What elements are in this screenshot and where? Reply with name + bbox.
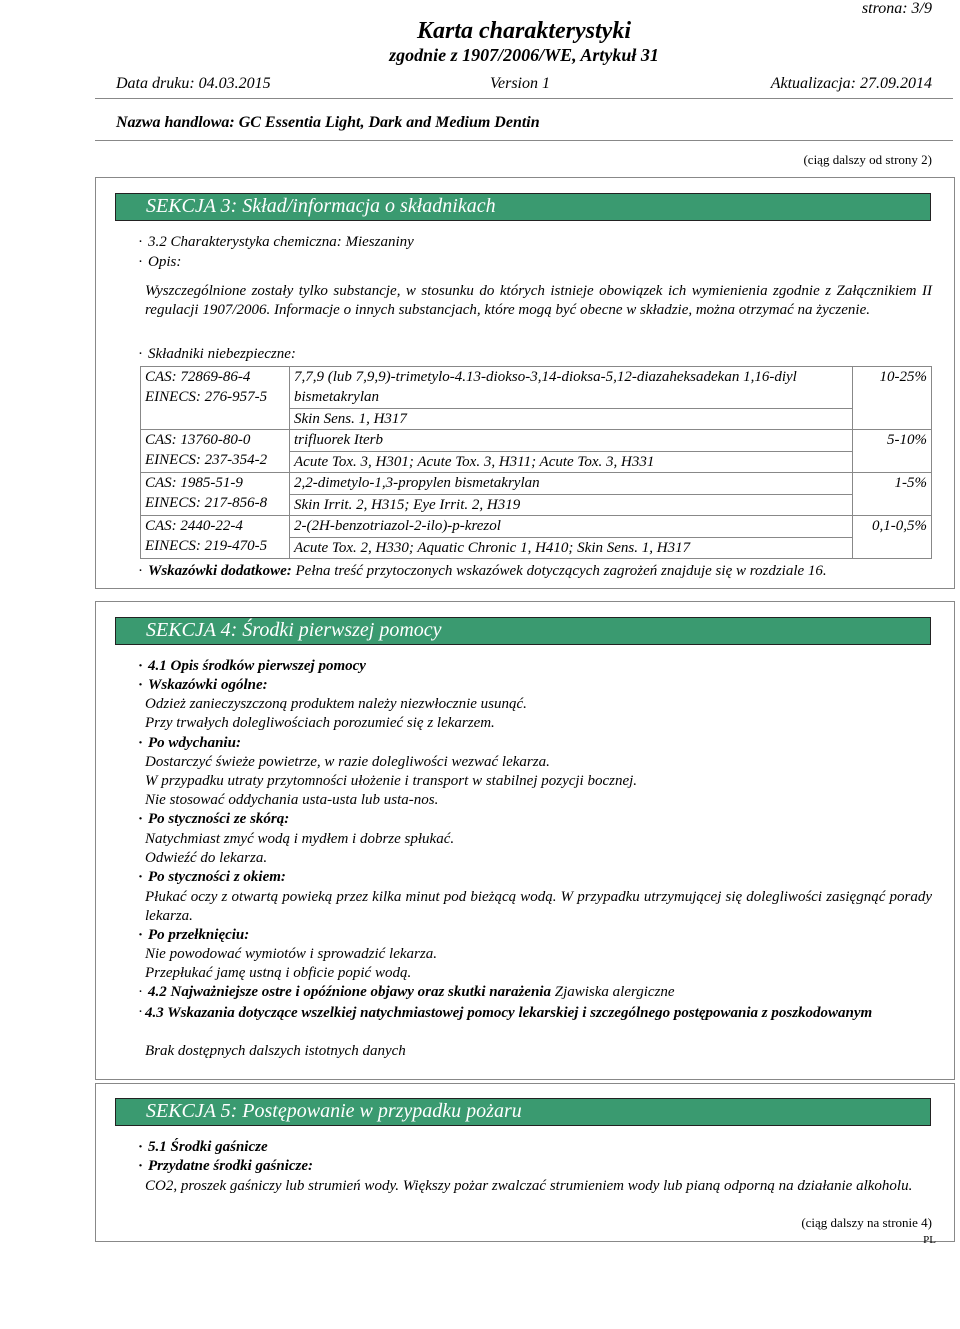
skin-label: Po styczności ze skórą:	[148, 811, 290, 827]
version-label: Version 1	[490, 75, 550, 92]
skin-text-2: Odwieźć do lekarza.	[145, 850, 268, 866]
ingredient-concentration: 1-5%	[853, 473, 932, 516]
cas-number: CAS: 13760-80-0	[145, 432, 251, 448]
section-5-title: SEKCJA 5: Postępowanie w przypadku pożaru	[146, 1100, 522, 1122]
ingredients-table	[140, 366, 932, 559]
s42-line: · 4.2 Najważniejsze ostre i opóźnione objawy oraz skutki narażenia Zjawiska alergiczne	[138, 984, 675, 1000]
table-row	[141, 430, 932, 473]
inhalation-text-2: W przypadku utraty przytomności ułożenie i transport w stabilnej pozycji bocznej.	[145, 773, 638, 789]
header-divider	[95, 98, 953, 99]
general-label: Wskazówki ogólne:	[148, 677, 268, 693]
ingredient-name: 7,7,9 (lub 7,9,9)-trimetylo-4.13-diokso-3,14-dioksa-5,12-diazaheksadekan 1,16-diyl bismetakrylan	[294, 369, 797, 405]
continued-from: (ciąg dalszy od strony 2)	[803, 152, 932, 167]
einecs-number: EINECS: 219-470-5	[145, 538, 268, 554]
description-label-line: · Opis:	[138, 254, 182, 270]
eye-label: Po styczności z okiem:	[148, 869, 286, 885]
general-text-1: Odzież zanieczyszczoną produktem należy niezwłocznie usunąć.	[145, 696, 527, 712]
s43-text: Brak dostępnych dalszych istotnych danych	[145, 1043, 406, 1059]
suitable-label: Przydatne środki gaśnicze:	[148, 1158, 314, 1174]
eye-label-line: · Po styczności z okiem:	[138, 869, 286, 885]
trade-name: Nazwa handlowa: GC Essentia Light, Dark and Medium Dentin	[116, 114, 540, 131]
trade-name-divider	[95, 140, 953, 141]
einecs-number: EINECS: 217-856-8	[145, 495, 268, 511]
additional-info-label: Wskazówki dodatkowe:	[148, 563, 292, 579]
ingredient-classification: Skin Irrit. 2, H315; Eye Irrit. 2, H319	[290, 494, 852, 515]
ingredient-concentration: 5-10%	[853, 430, 932, 473]
inhalation-text-1: Dostarczyć świeże powietrze, w razie dolegliwości wezwać lekarza.	[145, 754, 550, 770]
s51-line: · 5.1 Środki gaśnicze	[138, 1139, 268, 1155]
section-3-header	[115, 193, 931, 221]
document-subtitle: zgodnie z 1907/2006/WE, Artykuł 31	[389, 45, 659, 65]
swallow-text-2: Przepłukać jamę ustną i obficie popić wodą.	[145, 965, 412, 981]
cas-number: CAS: 2440-22-4	[145, 518, 243, 534]
section-3-title: SEKCJA 3: Skład/informacja o składnikach	[146, 195, 496, 217]
update-date: Aktualizacja: 27.09.2014	[770, 75, 932, 92]
description-label: Opis:	[148, 254, 182, 270]
suitable-label-line: · Przydatne środki gaśnicze:	[138, 1158, 314, 1174]
general-text-2: Przy trwałych dolegliwościach porozumieć się z lekarzem.	[145, 715, 495, 731]
section-4-header	[115, 617, 931, 645]
s32-heading: 3.2 Charakterystyka chemiczna: Mieszaniny	[148, 234, 414, 250]
hazardous-label-line: · Składniki niebezpieczne:	[138, 346, 296, 362]
swallow-label-line: · Po przełknięciu:	[138, 927, 250, 943]
suitable-text: CO2, proszek gaśniczy lub strumień wody. Większy pożar zwalczać strumieniem wody lub pianą odporną na działanie alkoholu.	[145, 1178, 913, 1194]
table-row	[141, 367, 932, 430]
document-title: Karta charakterystyki	[417, 18, 631, 44]
ingredient-classification: Skin Sens. 1, H317	[290, 408, 852, 429]
ingredient-name: 2-(2H-benzotriazol-2-ilo)-p-krezol	[294, 518, 501, 534]
ingredient-name: trifluorek Iterb	[294, 432, 384, 448]
continued-to: (ciąg dalszy na stronie 4)	[801, 1215, 932, 1230]
s43-label: 4.3 Wskazania dotyczące wszelkiej natychmiastowej pomocy lekarskiej i szczególnego postępowania z poszkodowanym	[145, 1005, 873, 1021]
s32-heading-line: · 3.2 Charakterystyka chemiczna: Mieszaniny	[138, 234, 414, 250]
inhalation-label-line: · Po wdychaniu:	[138, 735, 241, 751]
inhalation-text-3: Nie stosować oddychania usta-usta lub usta-nos.	[145, 792, 439, 808]
s41-heading: 4.1 Opis środków pierwszej pomocy	[148, 658, 366, 674]
einecs-number: EINECS: 276-957-5	[145, 389, 268, 405]
cas-number: CAS: 1985-51-9	[145, 475, 243, 491]
additional-info-line: · Wskazówki dodatkowe: Pełna treść przytoczonych wskazówek dotyczących zagrożeń znajduje się w rozdziale 16.	[138, 563, 827, 579]
swallow-text-1: Nie powodować wymiotów i sprowadzić lekarza.	[145, 946, 437, 962]
eye-text: Płukać oczy z otwartą powieką przez kilka minut pod bieżącą wodą. W przypadku utrzymującej się dolegliwości zasięgnąć porady lekarza.	[145, 889, 932, 925]
section-4-title: SEKCJA 4: Środki pierwszej pomocy	[146, 619, 442, 641]
cas-number: CAS: 72869-86-4	[145, 369, 251, 385]
swallow-label: Po przełknięciu:	[148, 927, 250, 943]
skin-text-1: Natychmiast zmyć wodą i mydłem i dobrze spłukać.	[145, 831, 455, 847]
hazardous-label: Składniki niebezpieczne:	[148, 346, 296, 362]
language-code: PL	[923, 1234, 936, 1246]
s43-dot: ·	[138, 1004, 143, 1020]
section-5-header	[115, 1098, 931, 1126]
s42-text: Zjawiska alergiczne	[554, 984, 675, 1000]
additional-info-text: Pełna treść przytoczonych wskazówek dotyczących zagrożeń znajduje się w rozdziale 16.	[295, 563, 827, 579]
skin-label-line: · Po styczności ze skórą:	[138, 811, 290, 827]
s41-line: · 4.1 Opis środków pierwszej pomocy	[138, 658, 366, 674]
page-number: strona: 3/9	[861, 0, 932, 17]
ingredient-name: 2,2-dimetylo-1,3-propylen bismetakrylan	[294, 475, 540, 491]
einecs-number: EINECS: 237-354-2	[145, 452, 268, 468]
general-label-line: · Wskazówki ogólne:	[138, 677, 268, 693]
ingredient-classification: Acute Tox. 2, H330; Aquatic Chronic 1, H410; Skin Sens. 1, H317	[290, 537, 852, 558]
ingredient-classification: Acute Tox. 3, H301; Acute Tox. 3, H311; Acute Tox. 3, H331	[290, 451, 852, 472]
s51-heading: 5.1 Środki gaśnicze	[148, 1139, 268, 1155]
inhalation-label: Po wdychaniu:	[148, 735, 241, 751]
table-row	[141, 516, 932, 559]
print-date: Data druku: 04.03.2015	[116, 75, 271, 92]
table-row	[141, 473, 932, 516]
ingredient-concentration: 0,1-0,5%	[853, 516, 932, 559]
s42-label: 4.2 Najważniejsze ostre i opóźnione objawy oraz skutki narażenia	[148, 984, 551, 1000]
description-text: Wyszczególnione zostały tylko substancje, w stosunku do których istnieje obowiązek ich wymienienia zgodnie z Załącznikiem II regulacji 1907/2006. Informacje o innych substancjach, które mogą być obecne w składzie, można otrzymać na życzenie.	[145, 283, 932, 319]
ingredient-concentration: 10-25%	[853, 367, 932, 430]
